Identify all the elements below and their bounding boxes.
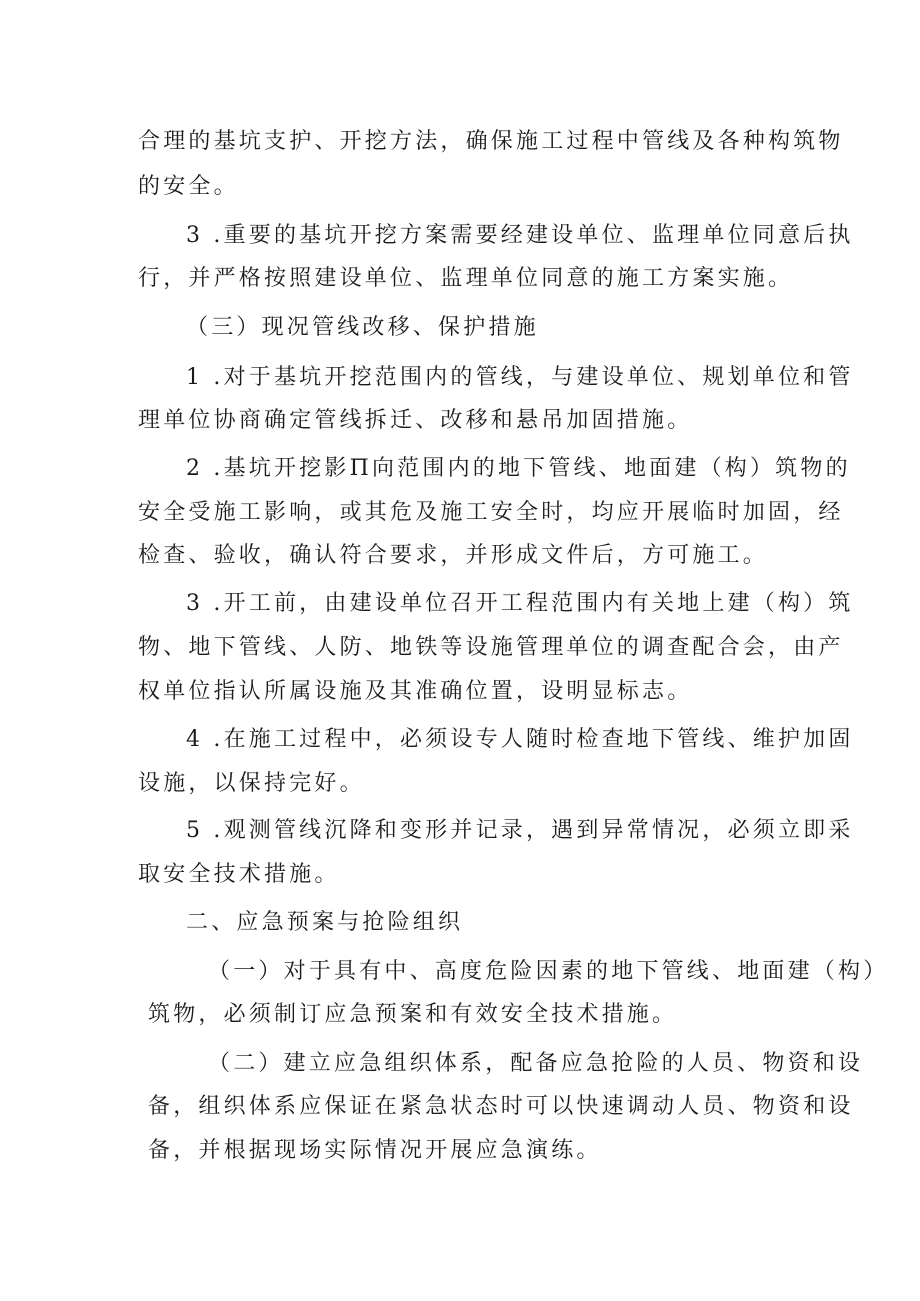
text-line: 物、地下管线、人防、地铁等设施管理单位的调查配合会，由产	[138, 635, 844, 660]
section-heading: （三）现况管线改移、保护措施	[186, 315, 539, 340]
text-line: 理单位协商确定管线拆迁、改移和悬吊加固措施。	[138, 408, 693, 433]
text-line: 的安全。	[138, 174, 239, 199]
section-heading: 二、应急预案与抢险组织	[186, 910, 464, 935]
text-line: 2 .基坑开挖影Π向范围内的地下管线、地面建（构）筑物的	[186, 456, 851, 481]
text-line: 备，组织体系应保证在紧急状态时可以快速调动人员、物资和设	[148, 1094, 854, 1119]
text-line: 检查、验收，确认符合要求，并形成文件后，方可施工。	[138, 543, 769, 568]
text-line: 合理的基坑支护、开挖方法，确保施工过程中管线及各种构筑物	[138, 129, 844, 154]
text-line: 4 .在施工过程中，必须设专人随时检查地下管线、维护加固	[186, 727, 854, 752]
text-line: （二）建立应急组织体系，配备应急抢险的人员、物资和设	[208, 1051, 864, 1076]
text-line: 取安全技术措施。	[138, 862, 340, 887]
text-line: （一）对于具有中、高度危险因素的地下管线、地面建（构）	[208, 959, 889, 984]
text-line: 1 .对于基坑开挖范围内的管线，与建设单位、规划单位和管	[186, 365, 854, 390]
text-line: 行，并严格按照建设单位、监理单位同意的施工方案实施。	[138, 266, 794, 291]
text-line: 安全受施工影响，或其危及施工安全时，均应开展临时加固，经	[138, 500, 844, 525]
text-line: 权单位指认所属设施及其准确位置，设明显标志。	[138, 679, 693, 704]
text-line: 5 .观测管线沉降和变形并记录，遇到异常情况，必须立即采	[186, 818, 854, 843]
text-line: 备，并根据现场实际情况开展应急演练。	[148, 1138, 602, 1163]
text-line: 设施，以保持完好。	[138, 771, 365, 796]
text-line: 3 .重要的基坑开挖方案需要经建设单位、监理单位同意后执	[186, 223, 854, 248]
text-line: 3 .开工前，由建设单位召开工程范围内有关地上建（构）筑	[186, 591, 854, 616]
text-line: 筑物，必须制订应急预案和有效安全技术措施。	[148, 1002, 678, 1027]
